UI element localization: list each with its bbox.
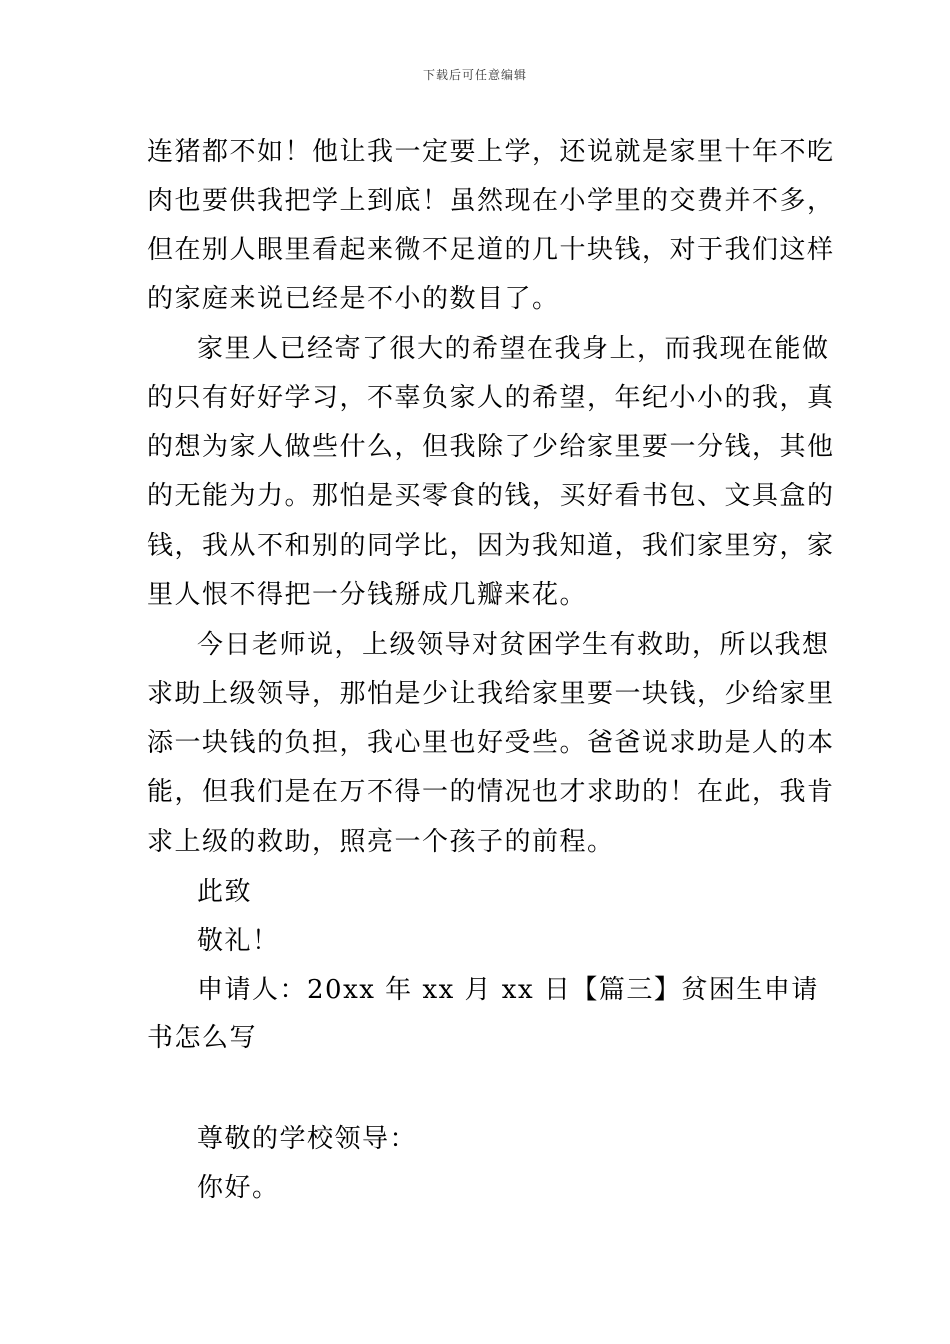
signature-row [197, 974, 819, 1006]
paragraph-line: 的家庭来说已经是不小的数目了。 [147, 284, 560, 314]
salutation: 此致 [197, 877, 253, 907]
paragraph-line: 的无能为力。那怕是买零食的钱，买好看书包、文具盒的 [147, 481, 835, 511]
paragraph-line: 钱，我从不和别的同学比，因为我知道，我们家里穷，家 [147, 531, 835, 561]
letter-hello: 你好。 [197, 1173, 280, 1203]
next-section-title-continued: 书怎么写 [147, 1023, 258, 1053]
paragraph-line: 的只有好好学习，不辜负家人的希望，年纪小小的我，真 [147, 383, 835, 413]
paragraph-line: 家里人已经寄了很大的希望在我身上，而我现在能做 [197, 334, 830, 364]
page-header: 下载后可任意编辑 [422, 68, 527, 82]
next-section-title: 【篇三】贫困生申请 [571, 975, 819, 1005]
paragraph-line: 连猪都不如！他让我一定要上学，还说就是家里十年不吃 [147, 137, 835, 167]
paragraph-line: 里人恨不得把一分钱掰成几瓣来花。 [147, 580, 588, 610]
applicant-date: 申请人：20xx 年 xx 月 xx 日 [197, 975, 572, 1005]
paragraph-line: 但在别人眼里看起来微不足道的几十块钱，对于我们这样 [147, 235, 835, 265]
regards: 敬礼！ [197, 926, 280, 956]
paragraph-line: 求助上级领导，那怕是少让我给家里要一块钱，少给家里 [147, 679, 835, 709]
paragraph-line: 今日老师说，上级领导对贫困学生有救助，所以我想 [197, 630, 830, 660]
paragraph-line: 能，但我们是在万不得一的情况也才求助的！在此，我肯 [147, 777, 835, 807]
paragraph-line: 求上级的救助，照亮一个孩子的前程。 [147, 827, 615, 857]
paragraph-line: 的想为家人做些什么，但我除了少给家里要一分钱，其他 [147, 432, 835, 462]
paragraph-line: 添一块钱的负担，我心里也好受些。爸爸说求助是人的本 [147, 728, 835, 758]
paragraph-line: 肉也要供我把学上到底！虽然现在小学里的交费并不多， [147, 186, 835, 216]
letter-greeting: 尊敬的学校领导： [197, 1124, 418, 1154]
